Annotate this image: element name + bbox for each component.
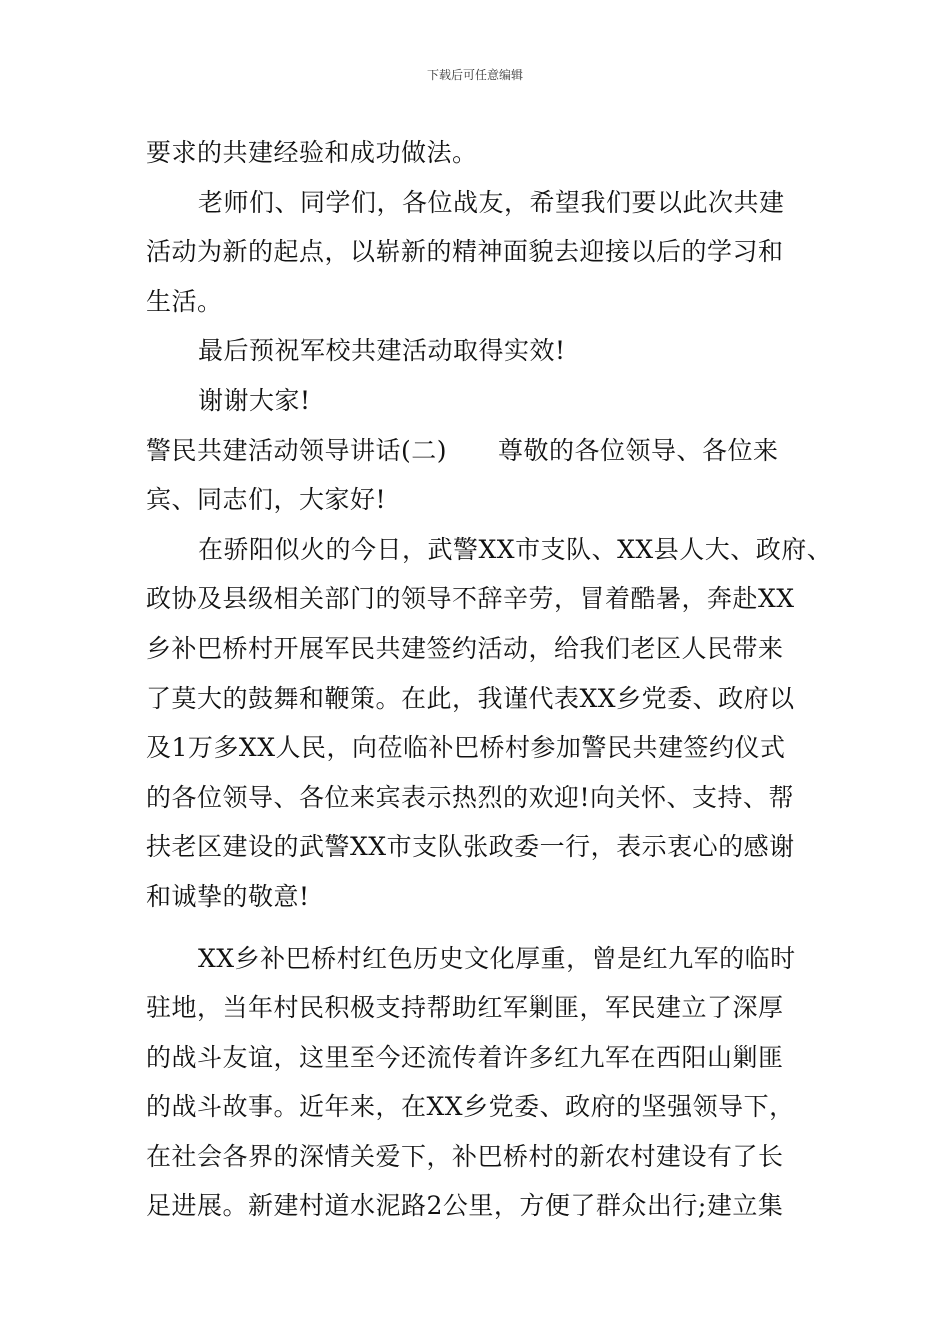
text-line: 的战斗友谊，这里至今还流传着许多红九军在西阳山剿匪	[146, 1042, 784, 1072]
text-line: 足进展。新建村道水泥路2公里，方便了群众出行;建立集	[146, 1191, 784, 1221]
text-line: 在骄阳似火的今日，武警XX市支队、XX县人大、政府、	[198, 534, 833, 564]
document-body	[146, 128, 846, 1231]
text-line: 谢谢大家!	[198, 385, 311, 415]
text-line: 生活。	[146, 286, 223, 316]
paragraph-gap	[146, 922, 846, 934]
page-header: 下载后可任意编辑	[426, 68, 523, 82]
text-line: 宾、同志们，大家好!	[146, 485, 387, 515]
text-line: 的各位领导、各位来宾表示热烈的欢迎!向关怀、支持、帮	[146, 782, 795, 812]
text-line: 老师们、同学们，各位战友，希望我们要以此次共建	[198, 187, 785, 217]
text-line: 要求的共建经验和成功做法。	[146, 138, 478, 167]
text-line: 扶老区建设的武警XX市支队张政委一行，表示衷心的感谢	[146, 832, 795, 862]
text-line: 及1万多XX人民，向莅临补巴桥村参加警民共建签约仪式	[146, 733, 786, 763]
text-line: 政协及县级相关部门的领导不辞辛劳，冒着酷暑，奔赴XX	[146, 584, 795, 614]
text-line: XX乡补巴桥村红色历史文化厚重，曾是红九军的临时	[198, 943, 796, 973]
text-line: 了莫大的鼓舞和鞭策。在此，我谨代表XX乡党委、政府以	[146, 683, 795, 713]
text-line: 驻地，当年村民积极支持帮助红军剿匪，军民建立了深厚	[146, 993, 784, 1023]
text-line: 最后预祝军校共建活动取得实效!	[198, 336, 566, 366]
text-line: 警民共建活动领导讲话(二) 尊敬的各位领导、各位来	[146, 435, 779, 465]
text-line: 活动为新的起点，以崭新的精神面貌去迎接以后的学习和	[146, 237, 784, 267]
text-line: 在社会各界的深情关爱下，补巴桥村的新农村建设有了长	[146, 1141, 784, 1171]
text-line: 乡补巴桥村开展军民共建签约活动，给我们老区人民带来	[146, 633, 784, 663]
text-line: 的战斗故事。近年来，在XX乡党委、政府的坚强领导下，	[146, 1092, 795, 1122]
text-line: 和诚挚的敬意!	[146, 881, 310, 911]
